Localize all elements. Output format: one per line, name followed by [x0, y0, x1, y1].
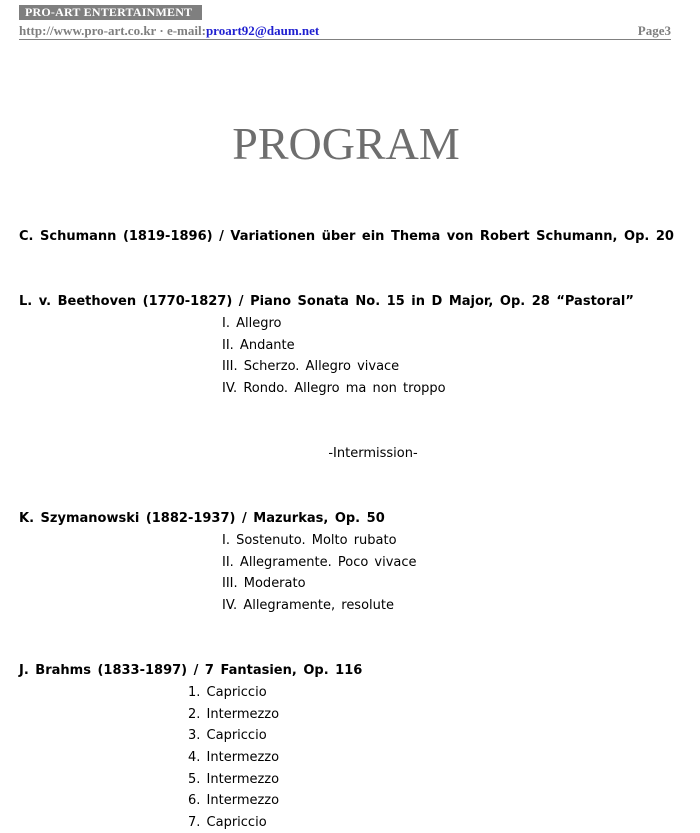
intermission-label: -Intermission- — [328, 446, 418, 461]
movement-item: I. Allegro — [222, 316, 282, 331]
work-heading-szymanowski: K. Szymanowski (1882-1937) / Mazurkas, Op. 50 — [19, 511, 385, 526]
movement-item: 7. Capriccio — [188, 815, 267, 830]
work-heading-brahms: J. Brahms (1833-1897) / 7 Fantasien, Op. 116 — [19, 663, 363, 678]
movement-item: 4. Intermezzo — [188, 750, 280, 765]
movement-item: IV. Rondo. Allegro ma non troppo — [222, 381, 446, 396]
header-contact-line — [19, 23, 671, 40]
movement-item: III. Moderato — [222, 576, 306, 591]
email-label: e-mail: — [166, 23, 206, 38]
movement-item: 5. Intermezzo — [188, 772, 280, 787]
email-link[interactable]: proart92@daum.net — [205, 23, 320, 38]
movement-item: 1. Capriccio — [188, 685, 267, 700]
work-heading-beethoven: L. v. Beethoven (1770-1827) / Piano Sonata No. 15 in D Major, Op. 28 “Pastoral” — [19, 294, 634, 309]
work-heading-schumann: C. Schumann (1819-1896) / Variationen über ein Thema von Robert Schumann, Op. 20 — [19, 229, 674, 244]
page-number: Page3 — [637, 23, 671, 38]
movement-item: III. Scherzo. Allegro vivace — [222, 359, 400, 374]
movement-item: 6. Intermezzo — [188, 793, 280, 808]
company-badge: PRO-ART ENTERTAINMENT — [19, 5, 202, 20]
movement-item: II. Andante — [222, 338, 295, 353]
separator-dot: · — [159, 23, 164, 38]
movement-item: IV. Allegramente, resolute — [222, 598, 394, 613]
movement-item: 3. Capriccio — [188, 728, 267, 743]
movement-item: 2. Intermezzo — [188, 707, 280, 722]
page-title: PROGRAM — [232, 118, 460, 169]
movement-item: II. Allegramente. Poco vivace — [222, 555, 417, 570]
website-link[interactable]: http://www.pro-art.co.kr — [19, 23, 157, 38]
movement-item: I. Sostenuto. Molto rubato — [222, 533, 397, 548]
